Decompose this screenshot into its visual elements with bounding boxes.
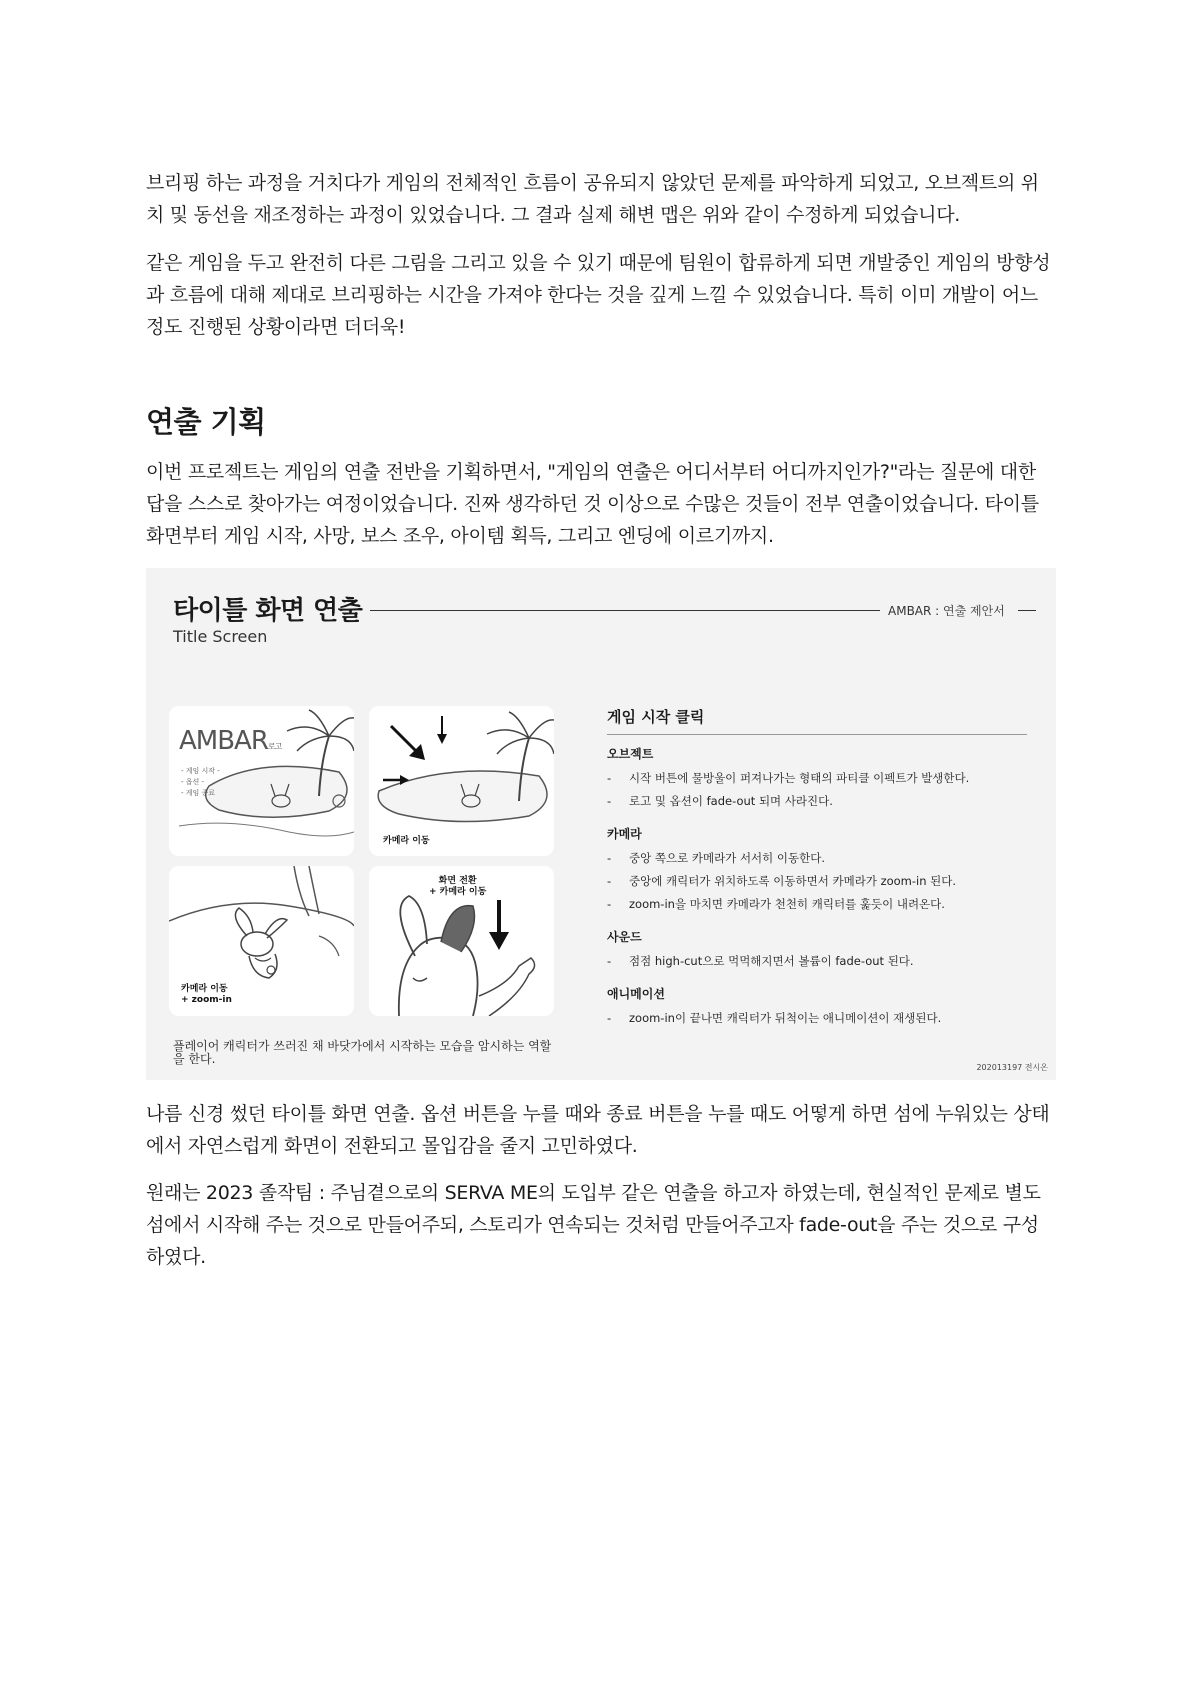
figure-caption: 플레이어 캐릭터가 쓰러진 채 바닷가에서 시작하는 모습을 암시하는 역할을 한다. [173, 1039, 552, 1066]
paragraph-original-plan [146, 1177, 1056, 1273]
figure-title: 타이틀 화면 연출 [173, 596, 363, 626]
panel-label [181, 984, 232, 1006]
storyboard-panel-title [169, 706, 354, 856]
panel-label-line: 화면 전환 [438, 876, 477, 886]
text-line: 화면부터 게임 시작, 사망, 보스 조우, 아이템 획득, 그리고 엔딩에 이르기까지. [146, 525, 774, 547]
storyboard-panel-transition [369, 866, 554, 1016]
panel-label-line: + zoom-in [181, 995, 232, 1005]
text-line: 치 및 동선을 재조정하는 과정이 있었습니다. 그 결과 실제 해변 맵은 위와 같이 수정하게 되었습니다. [146, 204, 960, 226]
divider [370, 610, 880, 611]
spec-section-title: 애니메이션 [607, 987, 665, 1001]
student-id: 202013197 전시온 [976, 1063, 1048, 1072]
spec-item: - zoom-in을 마치면 카메라가 천천히 캐릭터를 훑듯이 내려온다. [607, 893, 1027, 916]
menu-item: - 게임 시작 - [181, 767, 220, 775]
text-line: 에서 자연스럽게 화면이 전환되고 몰입감을 줄지 고민하였다. [146, 1135, 638, 1157]
direction-spec [607, 706, 1027, 1030]
spec-item: - zoom-in이 끝나면 캐릭터가 뒤척이는 애니메이션이 재생된다. [607, 1007, 1027, 1030]
text-line: 원래는 2023 졸작팀 : 주님곁으로의 SERVA ME의 도입부 같은 연출을 하고자 하였는데, 현실적인 문제로 별도 [146, 1182, 1041, 1204]
down-arrow-icon [437, 716, 447, 744]
paragraph-direction-intro [146, 456, 1056, 552]
text-line: 브리핑 하는 과정을 거치다가 게임의 전체적인 흐름이 공유되지 않았던 문제를 파악하게 되었고, 오브젝트의 위 [146, 172, 1039, 194]
spec-section-title: 오브젝트 [607, 747, 654, 761]
logo-suffix: 로고 [267, 742, 282, 751]
text-line: 이번 프로젝트는 게임의 연출 전반을 기획하면서, "게임의 연출은 어디서부터 어디까지인가?"라는 질문에 대한 [146, 461, 1036, 483]
spec-item: - 시작 버튼에 물방울이 퍼져나가는 형태의 파티클 이펙트가 발생한다. [607, 767, 1027, 790]
spec-item: - 점점 high-cut으로 먹먹해지면서 볼륨이 fade-out 된다. [607, 950, 1027, 973]
menu-item: - 게임 종료 [181, 789, 216, 797]
storyboard-panel-zoom-in [169, 866, 354, 1016]
paragraph-lesson [146, 247, 1056, 343]
panel-label: 카메라 이동 [383, 836, 430, 846]
spec-item: - 중앙에 캐릭터가 위치하도록 이동하면서 카메라가 zoom-in 된다. [607, 870, 1027, 893]
spec-title: 게임 시작 클릭 [607, 706, 1027, 735]
text-line: 과 흐름에 대해 제대로 브리핑하는 시간을 가져야 한다는 것을 깊게 느낄 수 있었습니다. 특히 이미 개발이 어느 [146, 284, 1038, 306]
text-line: 답을 스스로 찾아가는 여정이었습니다. 진짜 생각하던 것 이상으로 수많은 것들이 전부 연출이었습니다. 타이틀 [146, 493, 1039, 515]
camera-arrow-icon [391, 726, 425, 760]
text-line: 하였다. [146, 1246, 206, 1268]
text-line: 같은 게임을 두고 완전히 다른 그림을 그리고 있을 수 있기 때문에 팀원이 합류하게 되면 개발중인 게임의 방향성 [146, 252, 1051, 274]
logo-text: AMBAR [179, 726, 268, 756]
title-screen-figure [146, 568, 1056, 1080]
text-line: 정도 진행된 상황이라면 더더욱! [146, 316, 406, 338]
island-sketch [369, 706, 554, 856]
divider [1018, 610, 1036, 611]
spec-item: - 로고 및 옵션이 fade-out 되며 사라진다. [607, 790, 1027, 813]
menu-sketch [181, 766, 220, 799]
panel-label [429, 876, 486, 898]
menu-item: - 옵션 - [181, 778, 205, 786]
spec-item: - 중앙 쪽으로 카메라가 서서히 이동한다. [607, 847, 1027, 870]
text-line: 나름 신경 썼던 타이틀 화면 연출. 옵션 버튼을 누를 때와 종료 버튼을 누를 때도 어떻게 하면 섬에 누워있는 상태 [146, 1103, 1050, 1125]
down-arrow-icon [489, 900, 509, 950]
panel-label-line: 카메라 이동 [181, 984, 228, 994]
text-line: 섬에서 시작해 주는 것으로 만들어주되, 스토리가 연속되는 것처럼 만들어주고자 fade-out을 주는 것으로 구성 [146, 1214, 1039, 1236]
logo-sketch [179, 726, 281, 756]
spec-section-title: 카메라 [607, 827, 642, 841]
document-label: AMBAR : 연출 제안서 [888, 604, 1005, 618]
storyboard-panel-camera-move [369, 706, 554, 856]
paragraph-title-direction [146, 1098, 1056, 1162]
spec-section-title: 사운드 [607, 930, 642, 944]
figure-subtitle: Title Screen [173, 627, 268, 646]
panel-label-line: + 카메라 이동 [429, 887, 487, 897]
paragraph-briefing [146, 167, 1056, 231]
section-heading: 연출 기획 [146, 405, 266, 439]
